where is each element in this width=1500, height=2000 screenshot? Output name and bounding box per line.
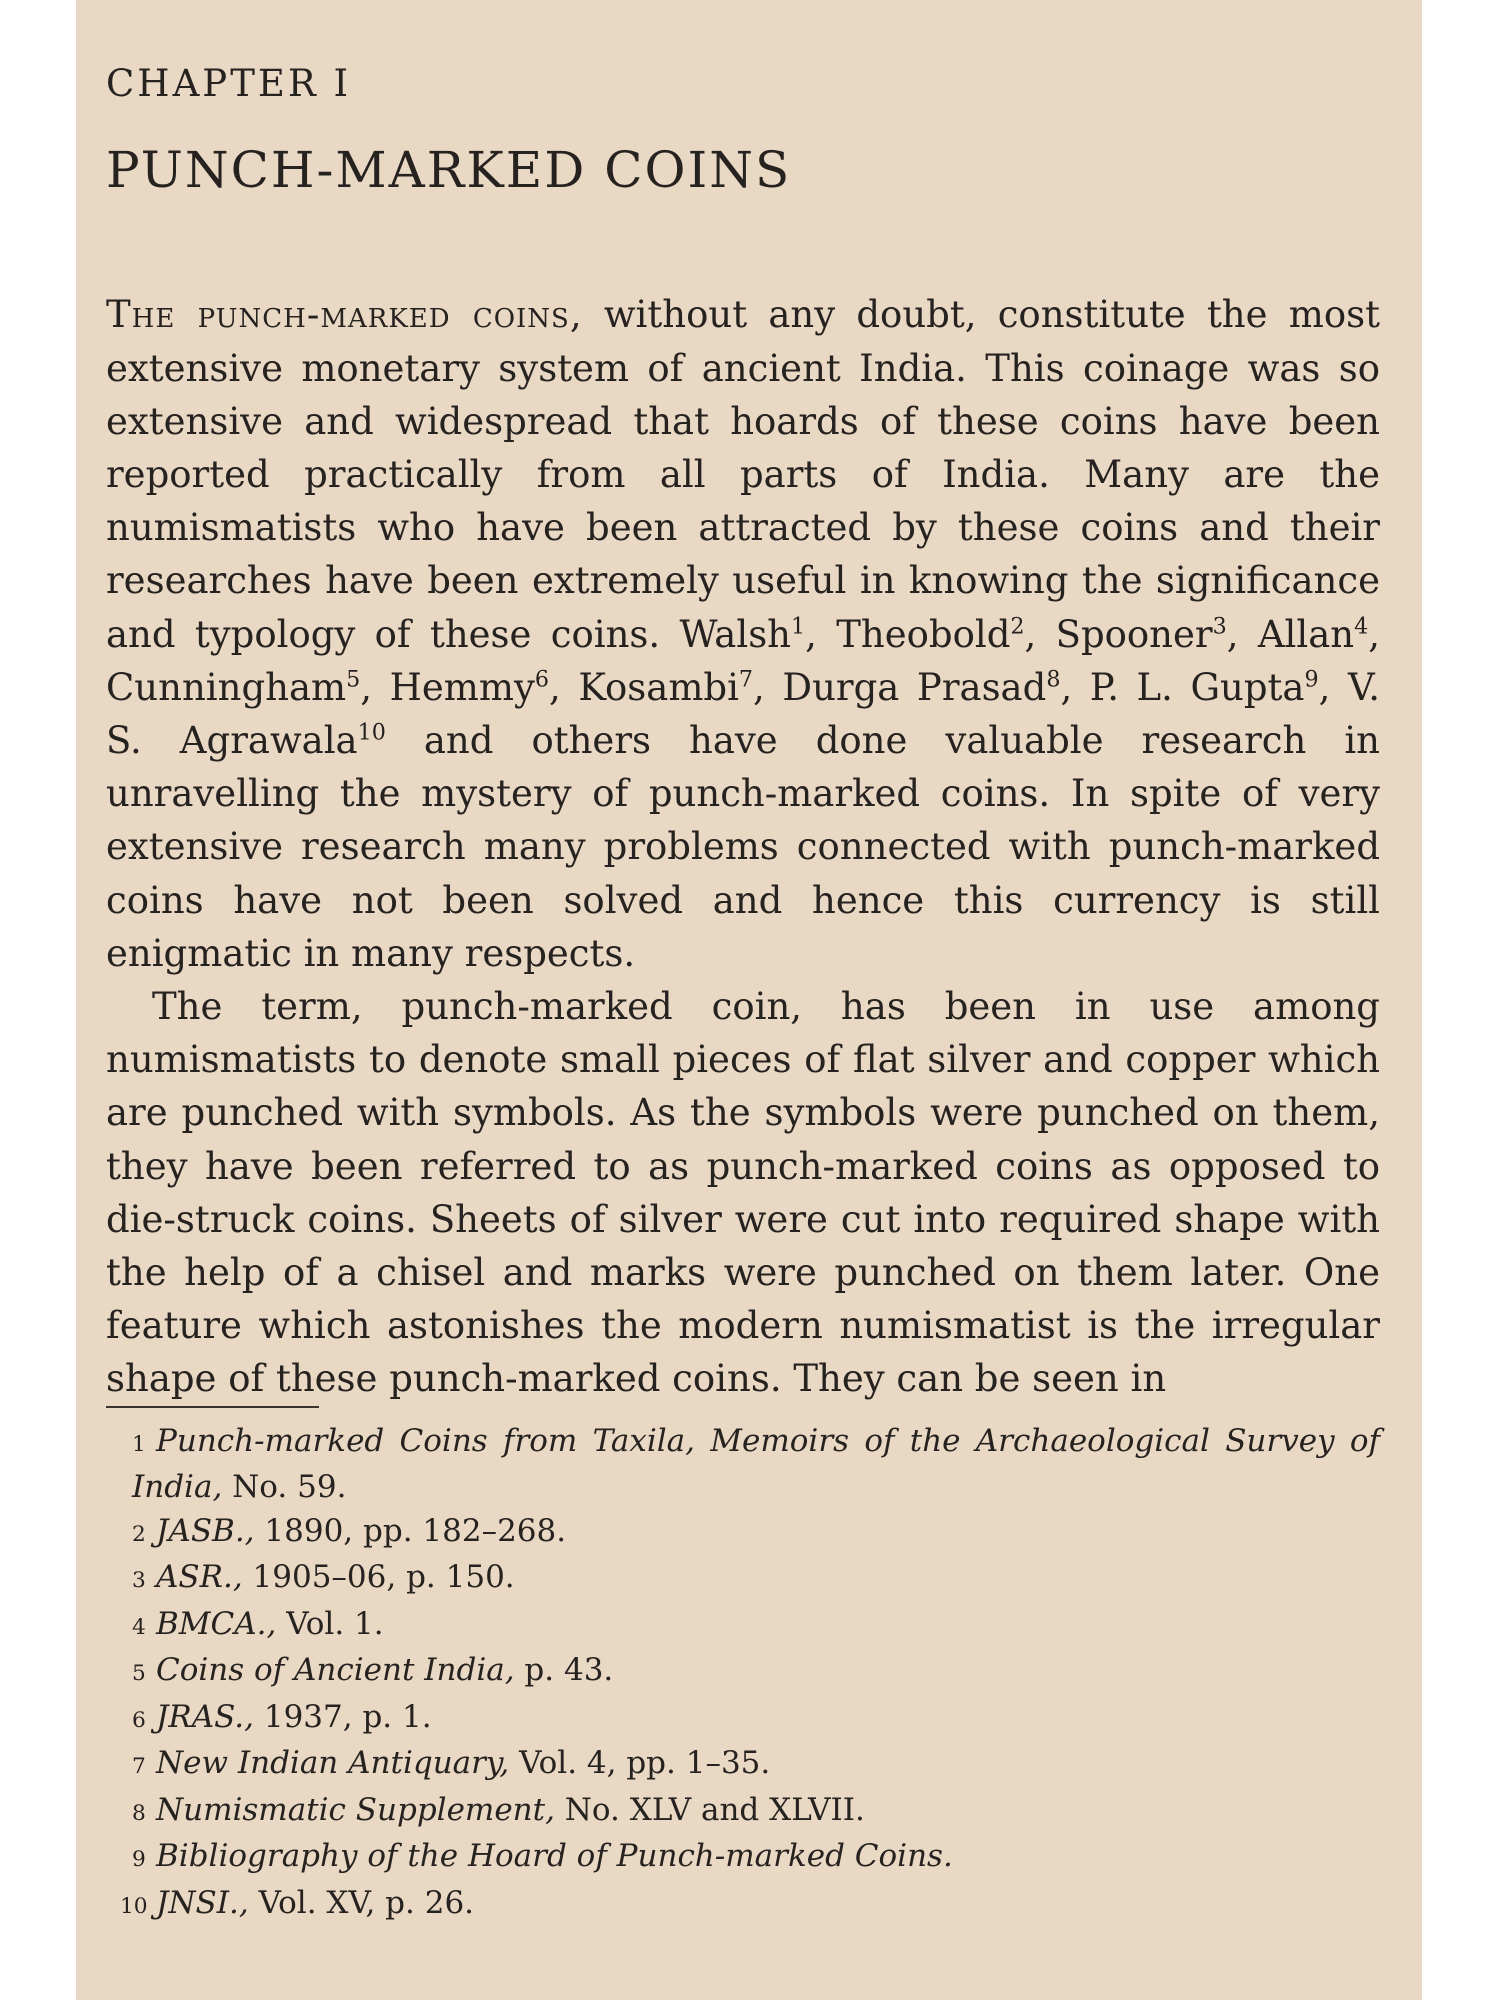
footnote-ref: 3 [1212,613,1227,640]
footnote-ref: 5 [346,666,361,693]
footnote-source: Punch-marked Coins from Taxila, Memoirs of the Archaeological Survey of India, [132,1422,1380,1506]
paragraph-1-text: , Theobold [805,612,1011,656]
footnote-detail: Vol. 1. [276,1605,384,1642]
paragraph-1-text: without any doubt, constitute the most extensive monetary system of ancient India. This coinage was so extensive and widespread that hoards of these coins have been reported practically from all parts of India. Many are the numismatists who have been attracted by these coins and their researches have been extremely useful in knowing the significance and typology of these coins. Walsh [106,293,1381,656]
footnote-number: 2 [132,1521,146,1547]
footnote-ref: 8 [1046,666,1061,693]
footnote-source: JASB., [156,1512,255,1549]
footnote-item [106,1742,1380,1789]
book-page [76,0,1422,2000]
footnote-source: JNSI., [156,1884,249,1921]
footnote-item [106,1696,1380,1743]
footnote-number: 4 [132,1614,146,1640]
footnote-ref: 4 [1354,613,1369,640]
chapter-title: PUNCH-MARKED COINS [106,141,792,200]
footnote-source: Numismatic Supplement, [156,1791,555,1828]
footnote-detail: Vol. XV, p. 26. [248,1884,475,1921]
footnote-number: 6 [132,1707,146,1733]
footnote-ref: 6 [534,666,549,693]
footnote-detail: p. 43. [514,1652,614,1689]
paragraph-1-text: , Durga Prasad [753,665,1047,709]
footnote-ref: 1 [791,613,806,640]
footnote-detail: 1890, pp. 182–268. [254,1512,567,1549]
footnote-ref: 9 [1304,666,1319,693]
footnote-detail: 1937, p. 1. [254,1698,432,1735]
footnote-divider [106,1406,319,1408]
footnote-source: JRAS., [156,1698,254,1735]
paragraph-1-text: , Kosambi [548,665,739,709]
footnote-item [106,1649,1380,1696]
footnote-number: 5 [132,1661,146,1687]
footnote-detail: 1905–06, p. 150. [242,1559,515,1596]
paragraph-1-text: and others have done valuable research in unravelling the mystery of punch-marked coins. In spite of very extensive research many problems connected with punch-marked coins have not been solved and hence this currency is still enigmatic in many respects. [106,719,1380,975]
paragraph-2: The term, punch-marked coin, has been in use among numismatists to denote small pieces of flat silver and copper which are punched with symbols. As the symbols were punched on them, they have been referred to as punch-marked coins as opposed to die-struck coins. Sheets of silver were cut into required shape with the help of a chisel and marks were punched on them later. One feature which astonishes the modern numismatist is the irregular shape of these punch-marked coins. They can be seen in [106,985,1380,1401]
footnote-detail: No. 59. [222,1469,347,1506]
chapter-label: CHAPTER I [106,62,352,105]
footnote-item [106,1420,1380,1510]
footnote-source: Bibliography of the Hoard of Punch-marked Coins. [156,1838,953,1875]
footnote-detail: No. XLV and XLVII. [554,1791,865,1828]
footnote-number: 1 [132,1431,146,1457]
footnote-number: 9 [132,1847,146,1873]
paragraph-1-text: , Cunningham [106,612,1380,709]
footnote-ref: 10 [357,719,386,746]
footnote-number: 8 [132,1800,146,1826]
lead-in: The punch-marked coins, [106,293,583,337]
paragraph-1 [106,288,1380,980]
footnote-source: BMCA., [156,1605,277,1642]
footnote-item [106,1556,1380,1603]
footnote-item [106,1882,1380,1929]
paragraph-1-text: , Allan [1226,612,1355,656]
footnote-ref: 2 [1010,613,1025,640]
paragraph-1-text: , V. S. Agrawala [106,665,1380,763]
footnote-item [106,1510,1380,1557]
footnote-source: ASR., [156,1559,243,1596]
paragraph-1-text: , Spooner [1024,612,1213,656]
footnote-source: Coins of Ancient India, [156,1652,515,1689]
footnote-item [106,1789,1380,1836]
footnotes [106,1420,1380,1929]
footnote-ref: 7 [738,666,754,693]
footnote-detail: Vol. 4, pp. 1–35. [509,1745,771,1782]
paragraph-1-text: , Hemmy [360,665,535,709]
body-text [106,288,1380,1405]
footnote-item [106,1603,1380,1650]
footnote-source: New Indian Antiquary, [156,1745,510,1782]
footnote-number: 7 [132,1754,146,1780]
footnote-number: 10 [120,1893,148,1919]
footnote-item [106,1835,1380,1882]
footnote-number: 3 [132,1568,146,1594]
paragraph-1-text: , P. L. Gupta [1060,665,1305,709]
